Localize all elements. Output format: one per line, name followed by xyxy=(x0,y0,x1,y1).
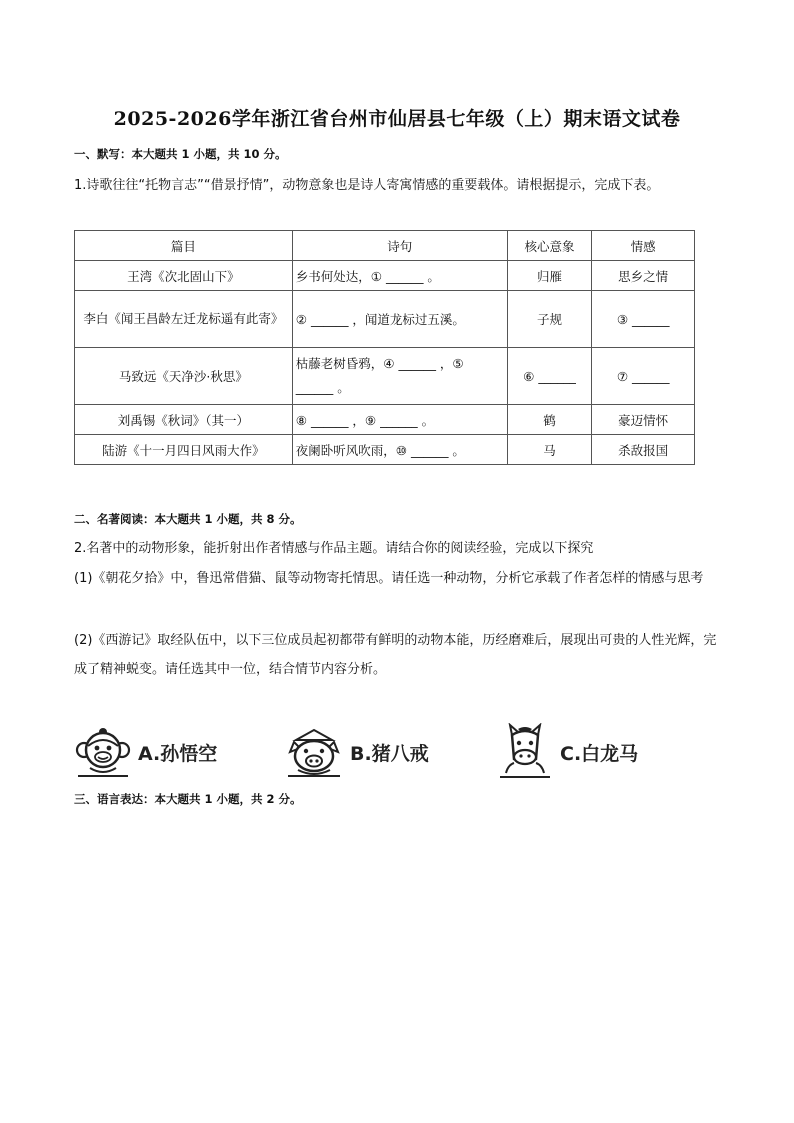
cell-emotion: ③ ______ xyxy=(592,291,695,348)
character-option-c xyxy=(496,722,638,782)
cell-verse: ⑧ ______ ，⑨ ______ 。 xyxy=(292,405,507,435)
cell-title: 刘禹锡《秋词》（其一） xyxy=(75,405,293,435)
monkey-icon xyxy=(74,724,132,780)
table-row xyxy=(75,261,695,291)
table-header-row xyxy=(75,231,695,261)
cell-emotion: 杀敌报国 xyxy=(592,435,695,465)
cell-verse: 夜阑卧听风吹雨，⑩ ______ 。 xyxy=(292,435,507,465)
header-title: 篇目 xyxy=(75,231,293,261)
header-image: 核心意象 xyxy=(507,231,592,261)
cell-verse: 枯藤老树昏鸦，④ ______ ，⑤ ______ 。 xyxy=(292,348,507,405)
question1-text: 1.诗歌往往“托物言志”“借景抒情”，动物意象也是诗人寄寓情感的重要载体。请根据提示，完成下表。 xyxy=(74,178,660,193)
cell-title: 王湾《次北固山下》 xyxy=(75,261,293,291)
table-row xyxy=(75,291,695,348)
header-verse: 诗句 xyxy=(292,231,507,261)
page-title: 2025-2026学年浙江省台州市仙居县七年级（上）期末语文试卷 xyxy=(113,108,681,130)
table-row xyxy=(75,405,695,435)
section3-heading: 三、语言表达：本大题共 1 小题，共 2 分。 xyxy=(74,792,302,806)
header-emotion: 情感 xyxy=(592,231,695,261)
cell-emotion: 豪迈情怀 xyxy=(592,405,695,435)
cell-image: 归雁 xyxy=(507,261,592,291)
cell-title: 马致远《天净沙·秋思》 xyxy=(75,348,293,405)
cell-image: 马 xyxy=(507,435,592,465)
cell-verse: ② ______ ，闻道龙标过五溪。 xyxy=(292,291,507,348)
poetry-table xyxy=(74,230,695,465)
question2-part2: (2)《西游记》取经队伍中，以下三位成员起初都带有鲜明的动物本能，历经磨难后，展现出可贵的人性光辉，完成了精神蜕变。请任选其中一位，结合情节内容分析。 xyxy=(74,633,717,677)
cell-image: ⑥ ______ xyxy=(507,348,592,405)
question2-part1: (1)《朝花夕拾》中，鲁迅常借猫、鼠等动物寄托情思。请任选一种动物，分析它承载了作者怎样的情感与思考 xyxy=(74,571,704,586)
cell-title: 李白《闻王昌龄左迁龙标遥有此寄》 xyxy=(75,291,293,348)
character-options xyxy=(74,722,714,782)
character-label: A.孙悟空 xyxy=(138,742,218,765)
cell-emotion: 思乡之情 xyxy=(592,261,695,291)
section2-heading: 二、名著阅读：本大题共 1 小题，共 8 分。 xyxy=(74,512,302,526)
character-option-b xyxy=(284,722,429,782)
horse-icon xyxy=(496,723,554,781)
cell-image: 子规 xyxy=(507,291,592,348)
section1-heading: 一、默写：本大题共 1 小题，共 10 分。 xyxy=(74,147,287,161)
cell-image: 鹤 xyxy=(507,405,592,435)
question2-text: 2.名著中的动物形象，能折射出作者情感与作品主题。请结合你的阅读经验，完成以下探究 xyxy=(74,541,594,556)
table-row xyxy=(75,435,695,465)
cell-verse: 乡书何处达，① ______ 。 xyxy=(292,261,507,291)
character-label: C.白龙马 xyxy=(560,742,639,765)
cell-title: 陆游《十一月四日风雨大作》 xyxy=(75,435,293,465)
character-option-a xyxy=(74,722,217,782)
table-row xyxy=(75,348,695,405)
cell-emotion: ⑦ ______ xyxy=(592,348,695,405)
pig-icon xyxy=(284,724,344,780)
character-label: B.猪八戒 xyxy=(350,742,429,765)
